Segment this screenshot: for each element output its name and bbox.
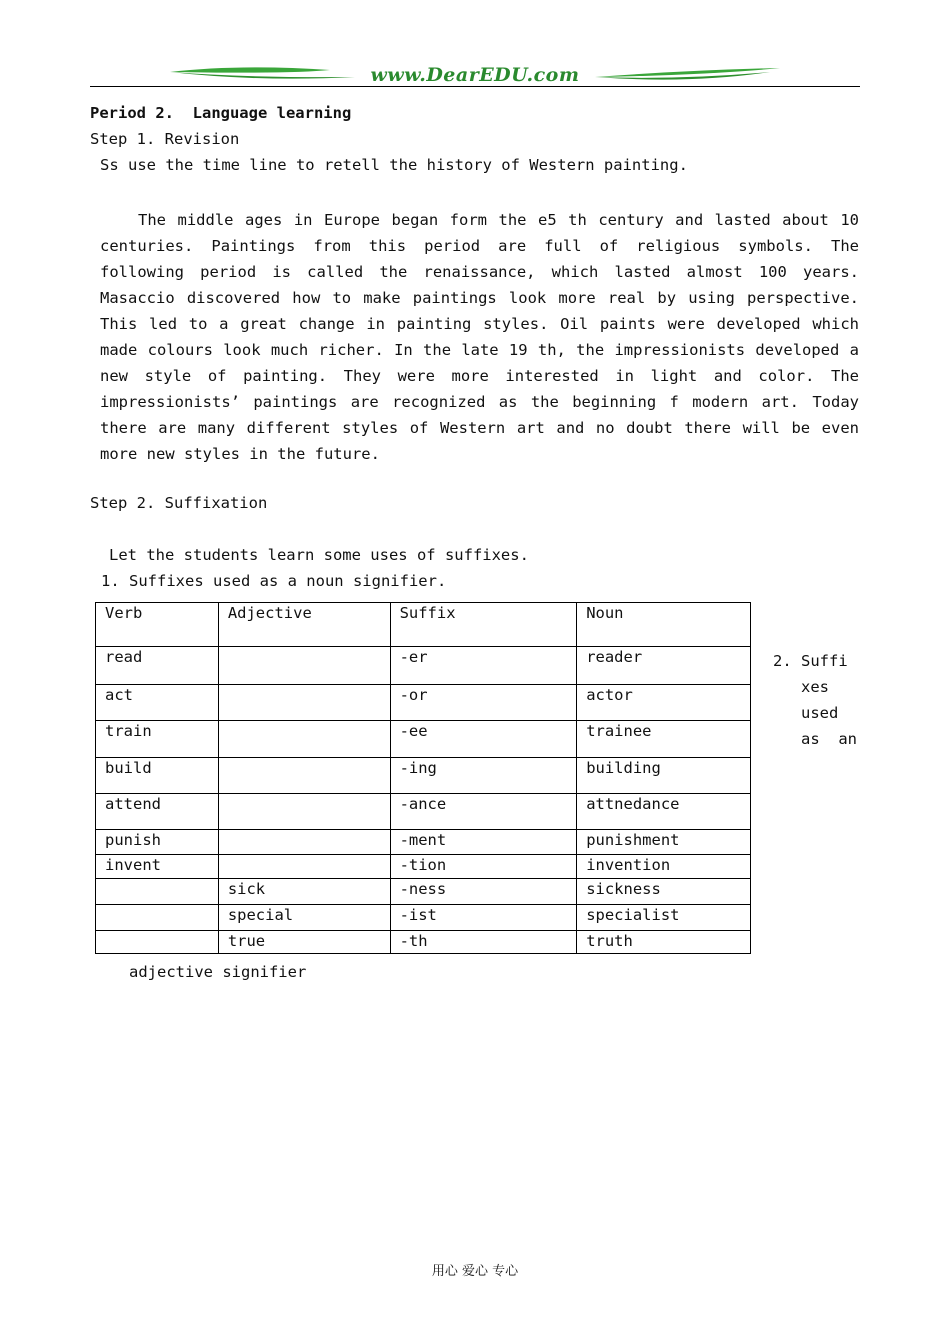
table-cell: special: [218, 905, 390, 931]
table-header-cell: Adjective: [218, 603, 390, 647]
table-cell: -ness: [390, 879, 577, 905]
point2-line: 2. Suffi: [773, 652, 848, 670]
table-row: [96, 879, 751, 905]
table-cell: act: [96, 685, 219, 721]
step1-instruction: Ss use the time line to retell the history of Western painting.: [100, 156, 688, 174]
table-cell: building: [577, 758, 751, 794]
table-cell: [96, 905, 219, 931]
table-cell: -ee: [390, 721, 577, 758]
table-header-cell: Noun: [577, 603, 751, 647]
table-cell: -tion: [390, 855, 577, 879]
step1-heading: Step 1. Revision: [90, 130, 240, 148]
table-cell: -ing: [390, 758, 577, 794]
table-cell: -ist: [390, 905, 577, 931]
table-row: [96, 794, 751, 830]
table-cell: [218, 830, 390, 855]
table-cell: attend: [96, 794, 219, 830]
table-cell: -ance: [390, 794, 577, 830]
table-cell: actor: [577, 685, 751, 721]
point2-tail: adjective signifier: [129, 963, 307, 981]
step2-point2: [773, 648, 863, 752]
table-cell: reader: [577, 647, 751, 685]
table-header-row: [96, 603, 751, 647]
table-cell: invention: [577, 855, 751, 879]
table-cell: [218, 721, 390, 758]
table-cell: invent: [96, 855, 219, 879]
point2-line: as an: [773, 730, 857, 748]
point2-line: xes: [773, 678, 829, 696]
table-cell: specialist: [577, 905, 751, 931]
step2-point1: 1. Suffixes used as a noun signifier.: [101, 572, 447, 590]
table-cell: [96, 879, 219, 905]
table-cell: -ment: [390, 830, 577, 855]
table-cell: -er: [390, 647, 577, 685]
table-cell: [218, 794, 390, 830]
table-row: [96, 905, 751, 931]
table-header-cell: Suffix: [390, 603, 577, 647]
table-cell: truth: [577, 931, 751, 954]
table-cell: punish: [96, 830, 219, 855]
table-cell: train: [96, 721, 219, 758]
table-cell: [218, 685, 390, 721]
table-cell: attnedance: [577, 794, 751, 830]
table-header-cell: Verb: [96, 603, 219, 647]
table-row: [96, 855, 751, 879]
point2-line: used: [773, 704, 839, 722]
page-title: Period 2. Language learning: [90, 104, 352, 122]
table-row: [96, 647, 751, 685]
table-cell: [218, 758, 390, 794]
table-cell: trainee: [577, 721, 751, 758]
page-header: [90, 62, 860, 92]
table-cell: [218, 647, 390, 685]
table-cell: [96, 931, 219, 954]
table-row: [96, 758, 751, 794]
step2-heading: Step 2. Suffixation: [90, 494, 268, 512]
table-cell: sickness: [577, 879, 751, 905]
table-cell: [218, 855, 390, 879]
site-logo-text[interactable]: www.DearEDU.com: [370, 64, 580, 86]
table-cell: -th: [390, 931, 577, 954]
table-cell: true: [218, 931, 390, 954]
table-cell: punishment: [577, 830, 751, 855]
page-footer: 用心 爱心 专心: [431, 1264, 519, 1279]
table-cell: build: [96, 758, 219, 794]
history-paragraph: The middle ages in Europe began form the e5 th century and lasted about 10 centuries. Paintings from this period are full of religious symbols. The following period is called the renaissance, which lasted almost 100 years. Masaccio discovered how to make paintings look more real by using perspective. This led to a great change in painting styles. Oil paints were developed which made colours look much richer. In the late 19 th, the impressionists developed a new style of painting. They were more interested in light and color. The impressionists’ paintings are recognized as the beginning f modern art. Today there are many different styles of Western art and no doubt there will be even more new styles in the future.: [100, 211, 859, 463]
suffix-table: [95, 602, 751, 954]
table-row: [96, 685, 751, 721]
table-cell: -or: [390, 685, 577, 721]
step2-intro: Let the students learn some uses of suffixes.: [109, 546, 529, 564]
table-row: [96, 721, 751, 758]
table-row: [96, 830, 751, 855]
header-divider: [90, 86, 860, 87]
table-row: [96, 931, 751, 954]
table-cell: sick: [218, 879, 390, 905]
table-cell: read: [96, 647, 219, 685]
